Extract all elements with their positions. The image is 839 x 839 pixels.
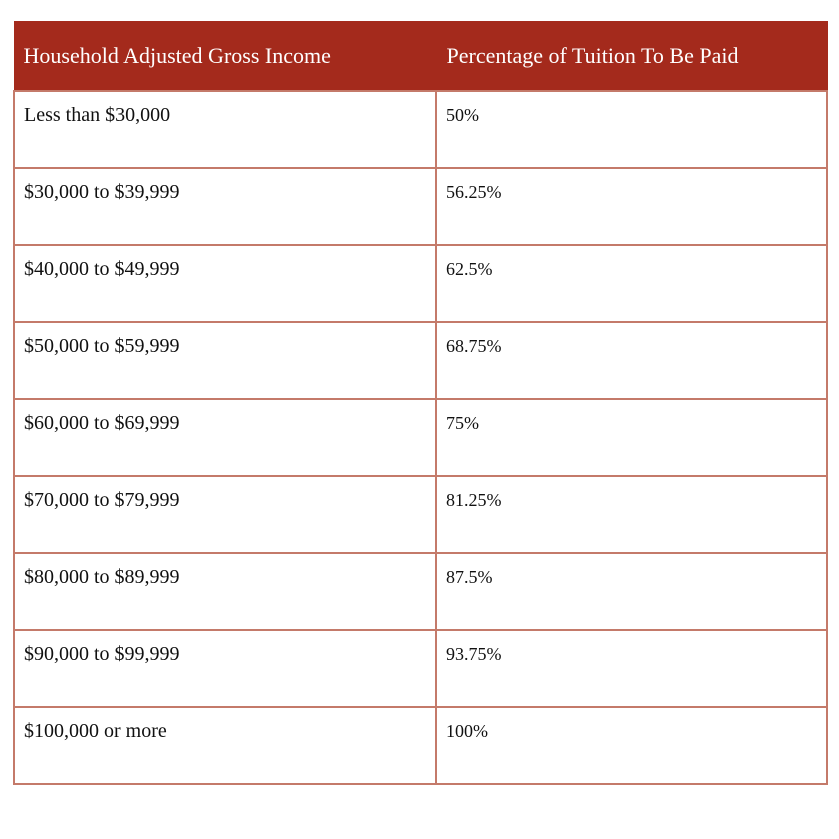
income-cell: $70,000 to $79,999: [14, 476, 436, 553]
table-row: [14, 245, 827, 322]
table-row: [14, 322, 827, 399]
percentage-cell: 100%: [436, 707, 827, 784]
table-row: [14, 476, 827, 553]
percentage-cell: 50%: [436, 91, 827, 168]
percentage-cell: 75%: [436, 399, 827, 476]
table-row: [14, 168, 827, 245]
income-cell: $40,000 to $49,999: [14, 245, 436, 322]
table-body: [14, 91, 827, 784]
income-cell: $30,000 to $39,999: [14, 168, 436, 245]
percentage-cell: 87.5%: [436, 553, 827, 630]
table-row: [14, 91, 827, 168]
percentage-cell: 93.75%: [436, 630, 827, 707]
table-header: [14, 22, 827, 92]
tuition-table: [13, 21, 828, 785]
income-cell: Less than $30,000: [14, 91, 436, 168]
percentage-cell: 56.25%: [436, 168, 827, 245]
percentage-cell: 62.5%: [436, 245, 827, 322]
income-cell: $60,000 to $69,999: [14, 399, 436, 476]
table-row: [14, 630, 827, 707]
percentage-cell: 68.75%: [436, 322, 827, 399]
income-cell: $100,000 or more: [14, 707, 436, 784]
header-income: Household Adjusted Gross Income: [14, 22, 436, 92]
table-row: [14, 553, 827, 630]
income-cell: $80,000 to $89,999: [14, 553, 436, 630]
income-cell: $50,000 to $59,999: [14, 322, 436, 399]
table-row: [14, 399, 827, 476]
header-row: [14, 22, 827, 92]
header-percentage: Percentage of Tuition To Be Paid: [436, 22, 827, 92]
income-cell: $90,000 to $99,999: [14, 630, 436, 707]
table-row: [14, 707, 827, 784]
percentage-cell: 81.25%: [436, 476, 827, 553]
